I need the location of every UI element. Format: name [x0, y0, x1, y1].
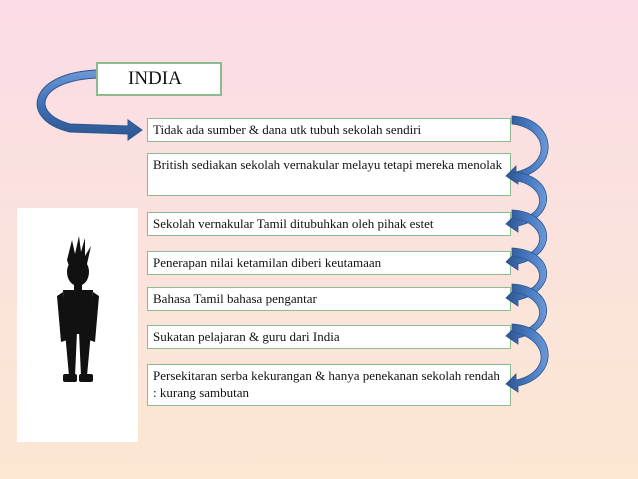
list-item: Persekitaran serba kekurangan & hanya penekanan sekolah rendah : kurang sambutan	[147, 364, 511, 406]
list-item: Tidak ada sumber & dana utk tubuh sekolah sendiri	[147, 118, 511, 142]
list-item: Sukatan pelajaran & guru dari India	[147, 325, 511, 349]
page-title: INDIA	[128, 68, 182, 89]
list-item: Bahasa Tamil bahasa pengantar	[147, 287, 511, 311]
list-item: British sediakan sekolah vernakular melayu tetapi mereka menolak	[147, 153, 511, 196]
list-item: Sekolah vernakular Tamil ditubuhkan oleh pihak estet	[147, 212, 511, 236]
list-item: Penerapan nilai ketamilan diberi keutamaan	[147, 251, 511, 275]
